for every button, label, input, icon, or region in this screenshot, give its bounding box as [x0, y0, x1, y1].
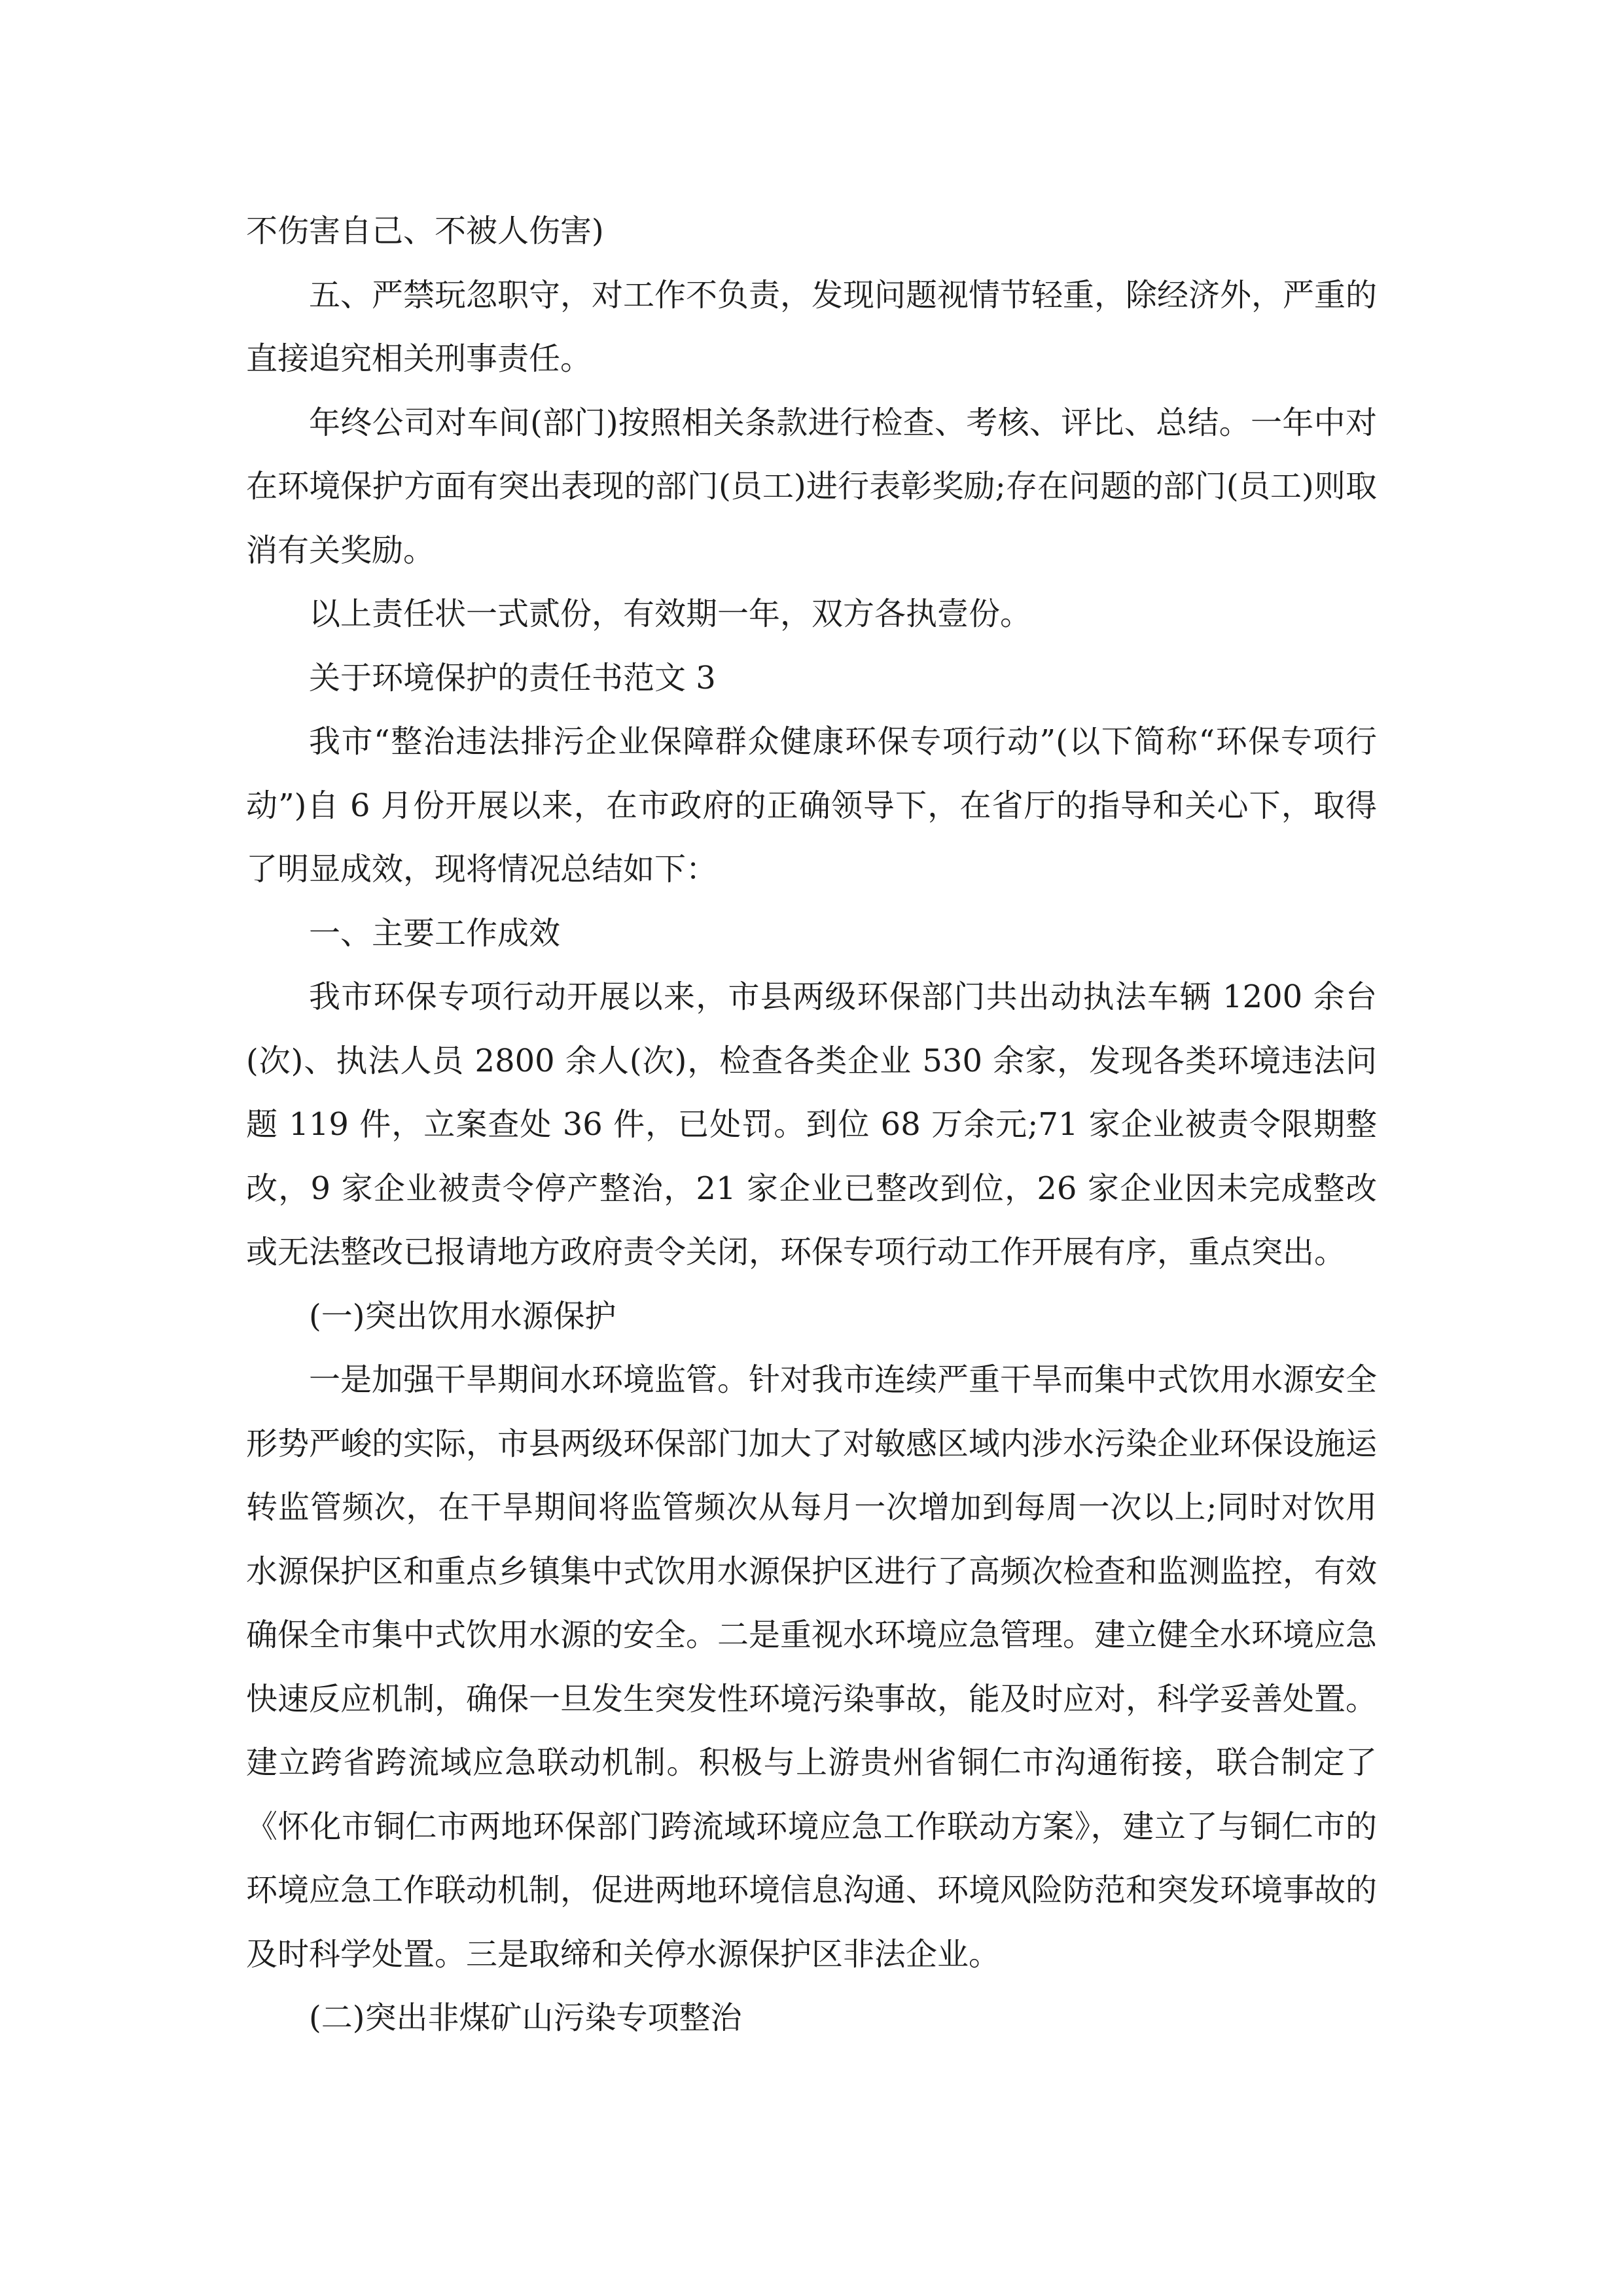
paragraph-year-end-review: 年终公司对车间(部门)按照相关条款进行检查、考核、评比、总结。一年中对在环境保护方面有突出表现的部门(员工)进行表彰奖励;存在问题的部门(员工)则取消有关奖励。: [246, 404, 1377, 569]
heading-main-results: 一、主要工作成效: [309, 914, 561, 952]
paragraph-continuation: 不伤害自己、不被人伤害): [246, 213, 604, 249]
paragraph-statistics: 我市环保专项行动开展以来，市县两级环保部门共出动执法车辆 1200 余台(次)、执法人员 2800 余人(次)，检查各类企业 530 余家，发现各类环境违法问题 119 件，立案查处 36 件，已处罚。到位 68 万余元;71 家企业被责令限期整改，9 家企业被责令停产整治，21 家企业已整改到位，26 家企业因未完成整改或无法整改已报请地方政府责令关闭，环保专项行动工作开展有序，重点突出。: [246, 978, 1377, 1270]
paragraph-water-protection: 一是加强干旱期间水环境监管。针对我市连续严重干旱而集中式饮用水源安全形势严峻的实际，市县两级环保部门加大了对敏感区域内涉水污染企业环保设施运转监管频次，在干旱期间将监管频次从每月一次增加到每周一次以上;同时对饮用水源保护区和重点乡镇集中式饮用水源保护区进行了高频次检查和监测监控，有效确保全市集中式饮用水源的安全。二是重视水环境应急管理。建立健全水环境应急快速反应机制，确保一旦发生突发性环境污染事故，能及时应对，科学妥善处置。建立跨省跨流域应急联动机制。积极与上游贵州省铜仁市沟通衔接，联合制定了《怀化市铜仁市两地环保部门跨流域环境应急工作联动方案》，建立了与铜仁市的环境应急工作联动机制，促进两地环境信息沟通、环境风险防范和突发环境事故的及时科学处置。三是取缔和关停水源保护区非法企业。: [246, 1361, 1378, 1973]
heading-water-source: (一)突出饮用水源保护: [309, 1297, 616, 1335]
paragraph-validity: 以上责任状一式贰份，有效期一年，双方各执壹份。: [309, 596, 1032, 632]
section-title: 关于环境保护的责任书范文 3: [309, 659, 716, 696]
document-body: [246, 200, 1377, 2051]
paragraph-item-five: 五、严禁玩忽职守，对工作不负责，发现问题视情节轻重，除经济外，严重的直接追究相关刑事责任。: [246, 276, 1378, 377]
paragraph-intro: 我市“整治违法排污企业保障群众健康环保专项行动”(以下简称“环保专项行动”)自 6 月份开展以来，在市政府的正确领导下，在省厅的指导和关心下，取得了明显成效，现将情况总结如下：: [246, 723, 1377, 888]
heading-non-coal-mining: (二)突出非煤矿山污染专项整治: [309, 2000, 742, 2036]
